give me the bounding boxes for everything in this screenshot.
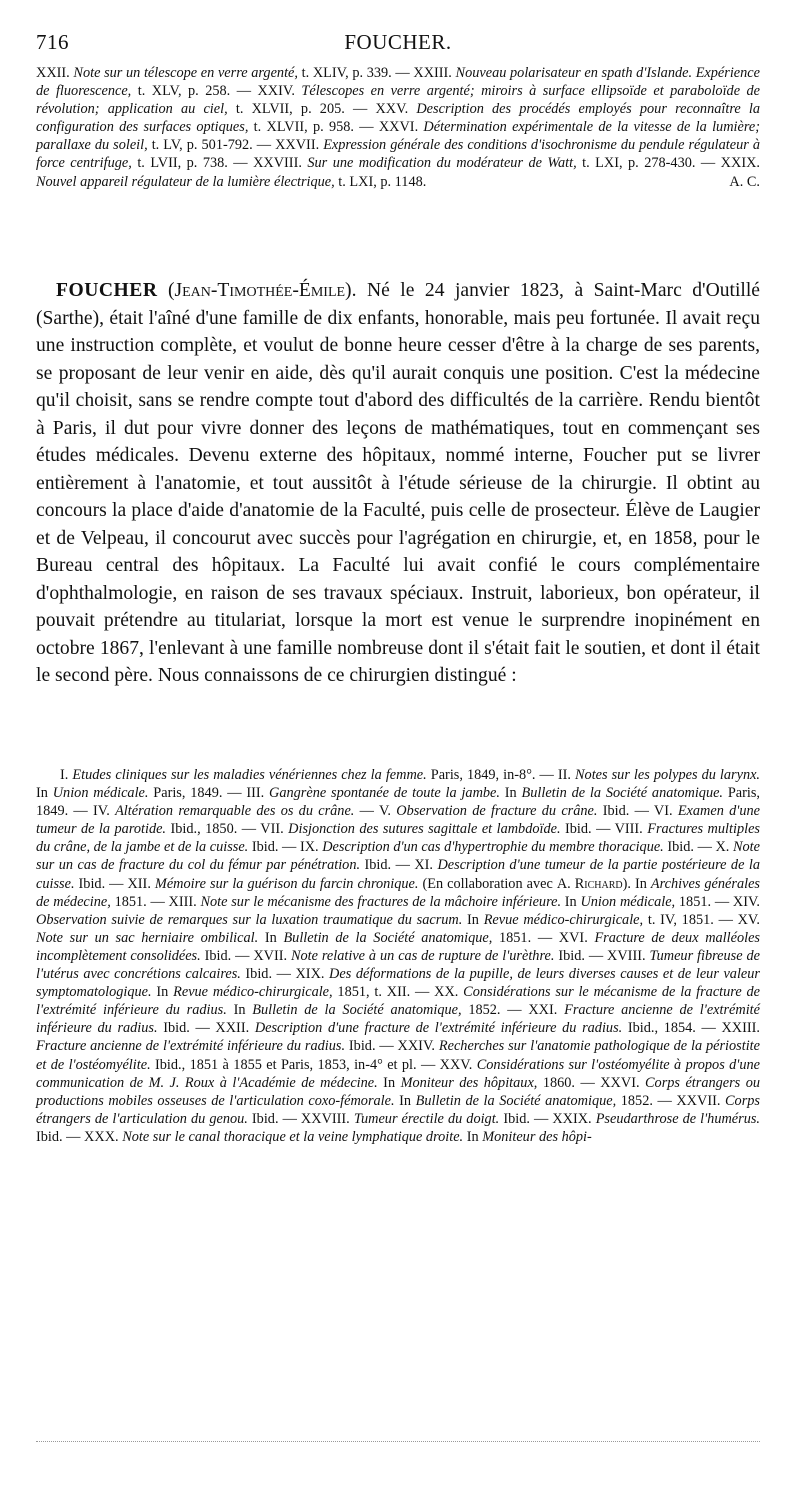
article-headword: FOUCHER	[56, 280, 158, 301]
article-foucher	[36, 277, 760, 690]
page-number: 716	[36, 30, 69, 54]
article-given-names: (Jean-Timothée-Émile).	[157, 280, 357, 301]
previous-entry-bibliography: XXII. Note sur un télescope en verre argenté, t. XLIV, p. 339. — XXIII. Nouveau polarisateur en spath d'Islande. Expérience de fluorescence, t. XLV, p. 258. — XXIV. Télescopes en verre argenté; miroirs à surface ellipsoïde et paraboloïde de révolution; application au ciel, t. XLVII, p. 205. — XXV. Description des procédés employés pour reconnaître la configuration des surfaces optiques, t. XLVII, p. 958. — XXVI. Détermination expérimentale de la vitesse de la lumière; parallaxe du soleil, t. LV, p. 501-792. — XXVII. Expression générale des conditions d'isochronisme du pendule régulateur à force centrifuge, t. LVII, p. 738. — XXVIII. Sur une modification du modérateur de Watt, t. LXI, p. 278-430. — XXIX. Nouvel appareil régulateur de la lumière électrique, t. LXI, p. 1148. A. C.	[36, 65, 761, 190]
footer-rule	[36, 1441, 760, 1442]
running-head: FOUCHER.	[344, 30, 452, 54]
author-signature: A. C.	[729, 173, 760, 190]
article-body: Né le 24 janvier 1823, à Saint-Marc d'Outillé (Sarthe), était l'aîné d'une famille de dix enfants, honorable, mais peu fortunée. Il avait reçu une instruction complète, et voulut de bonne heure cesser d'être à la charge de ses parents, se proposant de leur venir en aide, dès qu'il aurait conquis une position. C'est la médecine qu'il choisit, sans se rendre compte tout d'abord des difficultés de la carrière. Rendu bientôt à Paris, il dut pour vivre donner des leçons de mathématiques, tout en commençant ses études médicales. Devenu externe des hôpitaux, nommé interne, Foucher put se livrer entièrement à l'anatomie, et tout aussitôt à l'étude sérieuse de la chirurgie. Il obtint au concours la place d'aide d'anatomie de la Faculté, puis celle de prosecteur. Élève de Laugier et de Velpeau, il concourut avec succès pour l'agrégation en chirurgie, et, en 1858, pour le Bureau central des hôpitaux. La Faculté lui avait confié le cours complémentaire d'ophthalmologie, en raison de ses travaux spéciaux. Instruit, laborieux, bon opérateur, il pouvait prétendre au titulariat, lorsque la mort est venue le surprendre inopinément en octobre 1867, l'enlevant à une famille nombreuse dont il s'était fait le soutien, et dont il était le second père. Nous connaissons de ce chirurgien distingué :	[36, 280, 760, 686]
bibliography-list: I. Etudes cliniques sur les maladies vénériennes chez la femme. Paris, 1849, in-8°. — II. Notes sur les polypes du larynx. In Union médicale. Paris, 1849. — III. Gangrène spontanée de toute la jambe. In Bulletin de la Société anatomique. Paris, 1849. — IV. Altération remarquable des os du crâne. — V. Observation de fracture du crâne. Ibid. — VI. Examen d'une tumeur de la parotide. Ibid., 1850. — VII. Disjonction des sutures sagittale et lambdoïde. Ibid. — VIII. Fractures multiples du crâne, de la jambe et de la cuisse. Ibid. — IX. Description d'un cas d'hypertrophie du membre thoracique. Ibid. — X. Note sur un cas de fracture du col du fémur par pénétration. Ibid. — XI. Description d'une tumeur de la partie postérieure de la cuisse. Ibid. — XII. Mémoire sur la guérison du farcin chronique. (En collaboration avec A. Richard). In Archives générales de médecine, 1851. — XIII. Note sur le mécanisme des fractures de la mâchoire inférieure. In Union médicale, 1851. — XIV. Observation suivie de remarques sur la luxation traumatique du sacrum. In Revue médico-chirurgicale, t. IV, 1851. — XV. Note sur un sac herniaire ombilical. In Bulletin de la Société anatomique, 1851. — XVI. Fracture de deux malléoles incomplètement consolidées. Ibid. — XVII. Note relative à un cas de rupture de l'urèthre. Ibid. — XVIII. Tumeur fibreuse de l'utérus avec concrétions calcaires. Ibid. — XIX. Des déformations de la pupille, de leurs diverses causes et de leur valeur symptomatologique. In Revue médico-chirurgicale, 1851, t. XII. — XX. Considérations sur le mécanisme de la fracture de l'extrémité inférieure du radius. In Bulletin de la Société anatomique, 1852. — XXI. Fracture ancienne de l'extrémité inférieure du radius. Ibid. — XXII. Description d'une fracture de l'extrémité inférieure du radius. Ibid., 1854. — XXIII. Fracture ancienne de l'extrémité inférieure du radius. Ibid. — XXIV. Recherches sur l'anatomie pathologique de la périostite et de l'ostéomyélite. Ibid., 1851 à 1855 et Paris, 1853, in-4° et pl. — XXV. Considérations sur l'ostéomyélite à propos d'une communication de M. J. Roux à l'Académie de médecine. In Moniteur des hôpitaux, 1860. — XXVI. Corps étrangers ou productions mobiles osseuses de l'articulation coxo-fémorale. In Bulletin de la Société anatomique, 1852. — XXVII. Corps étrangers de l'articulation du genou. Ibid. — XXVIII. Tumeur érectile du doigt. Ibid. — XXIX. Pseudarthrose de l'humérus. Ibid. — XXX. Note sur le canal thoracique et la veine lymphatique droite. In Moniteur des hôpi-	[36, 767, 761, 1145]
page-header	[36, 30, 760, 54]
